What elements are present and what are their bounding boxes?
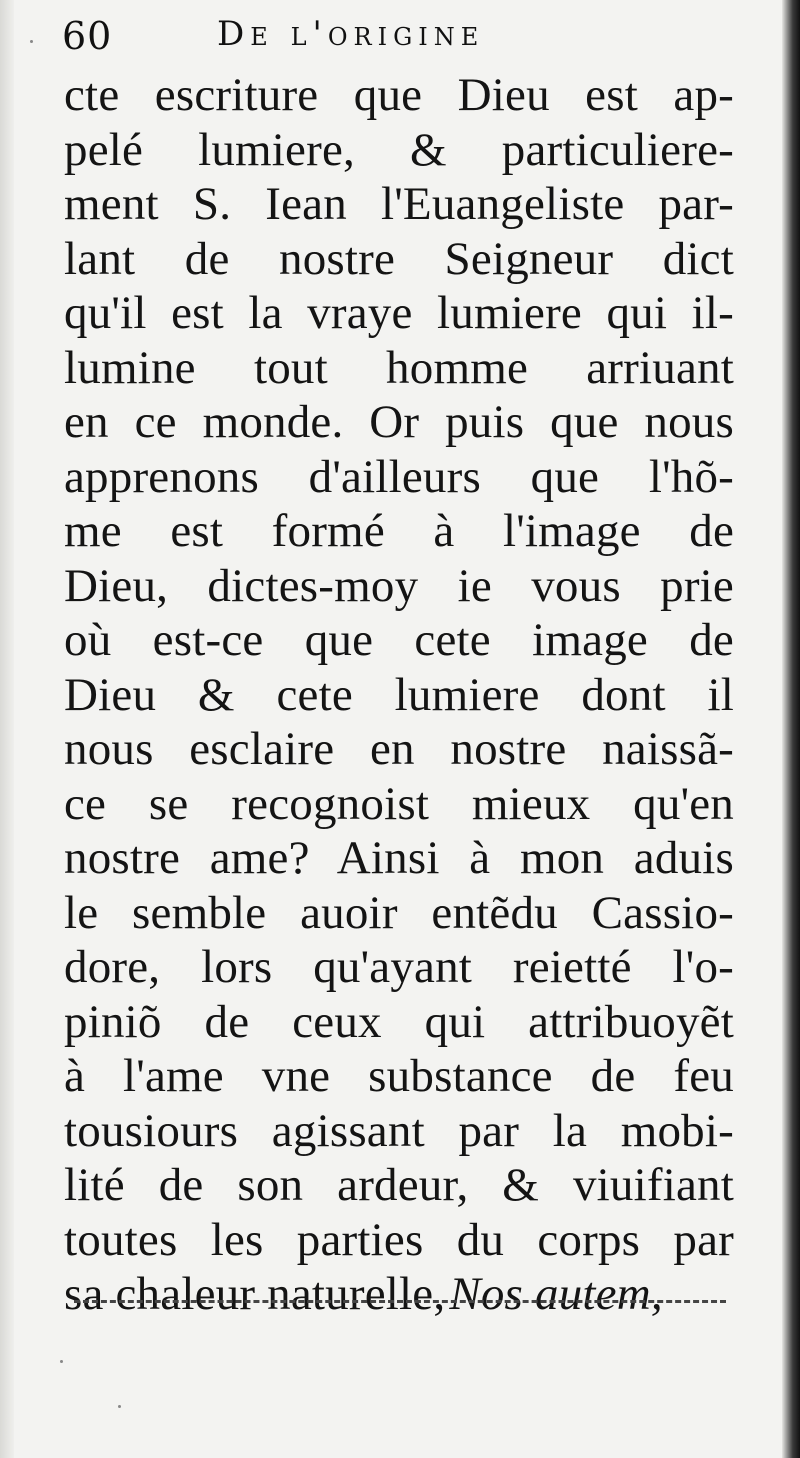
- catchword-italic: Nos autem,: [449, 1268, 663, 1320]
- text-line: ment S. Iean l'Euangeliste par-: [64, 178, 734, 230]
- text-line: tousiours agissant par la mobi-: [64, 1104, 734, 1157]
- text-line: lité de son ardeur, & viuifiant: [64, 1159, 734, 1211]
- text-line: toutes les parties du corps par: [64, 1213, 734, 1266]
- page-number: 60: [62, 14, 113, 58]
- text-line: nostre ame? Ainsi à mon aduis: [64, 832, 734, 884]
- body-text: [64, 68, 734, 1322]
- paper-speck: [118, 1405, 121, 1408]
- text-line: pelé lumiere, & particuliere-: [64, 123, 734, 176]
- text-line: nous esclaire en nostre naissã-: [64, 723, 734, 775]
- text-line: à l'ame vne substance de feu: [64, 1050, 734, 1102]
- last-line-roman: sa chaleur naturelle,: [64, 1268, 446, 1320]
- text-line: le semble auoir entẽdu Cassio-: [64, 886, 734, 939]
- running-head: [62, 10, 742, 60]
- text-line: lant de nostre Seigneur dict: [64, 232, 734, 285]
- text-line: lumine tout homme arriuant: [64, 341, 734, 394]
- text-line-last: [64, 1267, 734, 1322]
- paper-speck: [30, 40, 33, 43]
- running-title: De l'origine: [217, 14, 485, 54]
- text-line: dore, lors qu'ayant reietté l'o-: [64, 941, 734, 993]
- text-line: en ce monde. Or puis que nous: [64, 396, 734, 448]
- text-line: où est-ce que cete image de: [64, 614, 734, 666]
- text-line: piniõ de ceux qui attribuoyẽt: [64, 995, 734, 1048]
- scan-edge-left: [0, 0, 14, 1458]
- text-line: ce se recognoist mieux qu'en: [64, 777, 734, 830]
- text-line: cte escriture que Dieu est ap-: [64, 69, 734, 121]
- text-line: Dieu, dictes-moy ie vous prie: [64, 559, 734, 612]
- scan-edge-right: [782, 0, 800, 1458]
- text-line: Dieu & cete lumiere dont il: [64, 668, 734, 721]
- text-line: qu'il est la vraye lumiere qui il-: [64, 287, 734, 339]
- text-line: me est formé à l'image de: [64, 505, 734, 557]
- paper-speck: [60, 1360, 63, 1363]
- bottom-rule: [74, 1300, 726, 1303]
- text-line: apprenons d'ailleurs que l'hõ-: [64, 450, 734, 503]
